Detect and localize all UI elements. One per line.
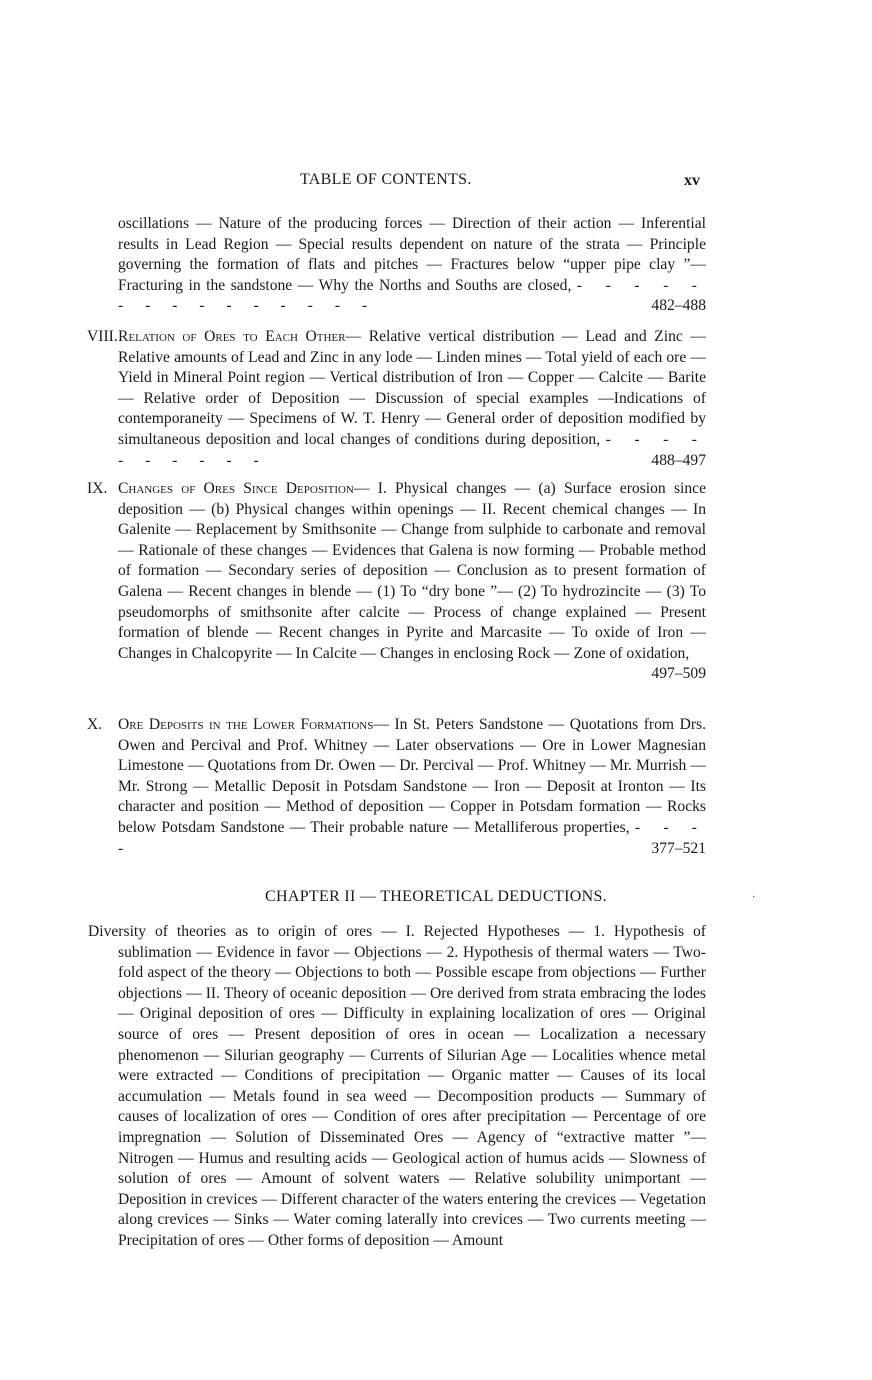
page-range: 482–488 [651, 297, 706, 315]
chapter-heading: CHAPTER II — THEORETICAL DEDUCTIONS. [265, 888, 607, 905]
toc-entry-text: oscillations — Nature of the producing forces — Direction of their action — Inferential results in Lead Region — Special results dependent on nature of the strata — Principle governing the formation of flats and pitches — Fractures below “upper pipe clay ”— Fracturing in the sandstone — Why the Norths and Souths are closed, - - - - - - - - - - - - - - - 482–488 [118, 214, 706, 317]
section-numeral: IX. [87, 480, 108, 497]
section-heading: Relation of Ores to Each Other [118, 328, 346, 345]
running-head [0, 171, 872, 193]
section-heading: Changes of Ores Since Deposition [118, 480, 354, 497]
page-number: xv [684, 172, 700, 189]
toc-entry-text: X. Ore Deposits in the Lower Formations— In St. Peters Sandstone — Quotations from Drs. Owen and Percival and Prof. Whitney — Later observations — Ore in Lower Magnesian Limestone — Quotations from Dr. Owen — Dr. Percival — Prof. Whitney — Mr. Murrish — Mr. Strong — Metallic Deposit in Potsdam Sandstone — Iron — Deposit at Ironton — Its character and position — Method of deposition — Copper in Potsdam formation — Rocks below Potsdam Sandstone — Their probable nature — Metalliferous properties, - - - - 377–521 [118, 715, 706, 859]
toc-entry-text: VIII.Relation of Ores to Each Other— Relative vertical distribution — Lead and Zinc — Relative amounts of Lead and Zinc in any lode — Linden mines — Total yield of each ore — Yield in Mineral Point region — Vertical distribution of Iron — Copper — Calcite — Barite — Relative order of Deposition — Discussion of special examples —Indications of contemporaneity — Specimens of W. T. Henry — General order of deposition modified by simultaneous deposition and local changes of conditions during deposition, - - - - - - - - - - 488–497 [118, 327, 706, 471]
page-range: 377–521 [651, 839, 706, 857]
page-range: 497–509 [651, 665, 706, 683]
toc-entry-x [88, 715, 706, 859]
page-range: 488–497 [651, 451, 706, 469]
section-numeral: X. [87, 716, 103, 733]
leader-dots: - - - - - - - - - - - - - - - [118, 276, 706, 315]
ink-speck: · [752, 892, 756, 903]
leader-dots: - - - - [118, 818, 706, 857]
leader-dots: - - - - - - - - - - [118, 430, 706, 469]
toc-entry-ix [88, 479, 706, 685]
toc-entry-text: IX. Changes of Ores Since Deposition— I. Physical changes — (a) Surface erosion since deposition — (b) Physical changes within openings — II. Recent chemical changes — In Galenite — Replacement by Smithsonite — Change from sulphide to carbonate and removal — Rationale of these changes — Evidences that Galena is now forming — Probable method of formation — Secondary series of deposition — Conclusion as to present formation of Galena — Recent changes in blende — (1) To “dry bone ”— (2) To hydrozincite — (3) To pseudomorphs of smithsonite after calcite — Process of change explained — Present formation of blende — Recent changes in Pyrite and Marcasite — To oxide of Iron — Changes in Chalcopyrite — In Calcite — Changes in enclosing Rock — Zone of oxidation, [87, 480, 706, 662]
toc-entry-continuation [118, 214, 706, 317]
toc-entry-viii [88, 327, 706, 471]
section-numeral: VIII. [87, 328, 118, 345]
section-heading: Ore Deposits in the Lower Formations [118, 716, 374, 733]
chapter-summary: Diversity of theories as to origin of ores — I. Rejected Hypotheses — 1. Hypothesis of sublimation — Evidence in favor — Objections — 2. Hypothesis of thermal waters — Two-fold aspect of the theory — Objections to both — Possible escape from objections — Further objections — II. Theory of oceanic deposition — Ore derived from strata embracing the lodes — Original deposition of ores — Difficulty in explaining localization of ores — Original source of ores — Present deposition of ores in ocean — Localization a necessary phenomenon — Silurian geography — Currents of Silurian Age — Localities whence metal were extracted — Conditions of precipitation — Organic matter — Causes of its local accumulation — Metals found in sea weed — Decomposition products — Summary of causes of localization of ores — Condition of ores after precipitation — Percentage of ore impregnation — Solution of Disseminated Ores — Agency of “extractive matter ”— Nitrogen — Humus and resulting acids — Geological action of humus acids — Slowness of solution of ores — Amount of solvent waters — Relative solubility unimportant — Deposition in crevices — Different character of the waters entering the crevices — Vegetation along crevices — Sinks — Water coming laterally into crevices — Two currents meeting — Precipitation of ores — Other forms of deposition — Amount [88, 923, 706, 1249]
running-title: TABLE OF CONTENTS. [300, 171, 472, 188]
